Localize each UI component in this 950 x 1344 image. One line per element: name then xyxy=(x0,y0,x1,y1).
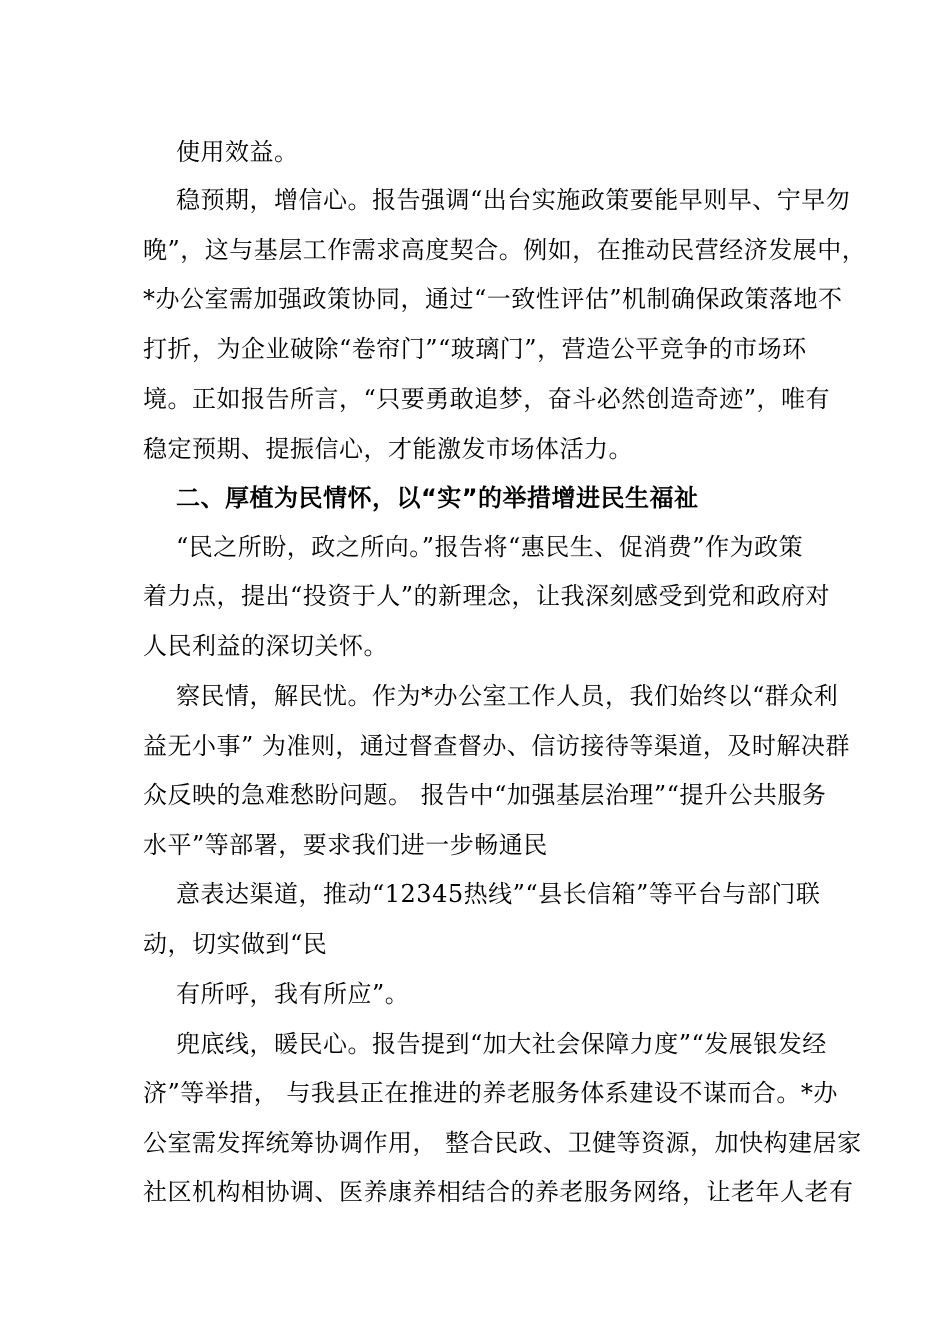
paragraph-line: 打折，为企业破除“卷帘门”“玻璃门”，营造公平竞争的市场环 xyxy=(143,335,807,363)
paragraph-line: 稳预期，增信心。报告强调“出台实施政策要能早则早、宁早勿 xyxy=(176,186,851,214)
paragraph-line: 益无小事” 为准则，通过督查督办、信访接待等渠道，及时解决群 xyxy=(143,732,850,760)
paragraph-line: 济”等举措， 与我县正在推进的养老服务体系建设不谋而合。*办 xyxy=(143,1079,838,1107)
paragraph-line: “民之所盼，政之所向。”报告将“惠民生、促消费”作为政策 xyxy=(176,533,804,561)
paragraph-line: 社区机构相协调、医养康养相结合的养老服务网络，让老年人老有 xyxy=(143,1178,854,1206)
paragraph-line: 有所呼，我有所应”。 xyxy=(176,980,410,1008)
paragraph-line: 稳定预期、提振信心，才能激发市场体活力。 xyxy=(143,435,633,463)
paragraph-line: 水平”等部署，要求我们进一步畅通民 xyxy=(143,831,548,859)
paragraph-line: 众反映的急难愁盼问题。 报告中“加强基层治理”“提升公共服务 xyxy=(143,781,827,809)
paragraph-line: 兜底线，暖民心。报告提到“加大社会保障力度”“发展银发经 xyxy=(176,1030,827,1058)
paragraph-line: *办公室需加强政策协同，通过“一致性评估”机制确保政策落地不 xyxy=(143,285,843,313)
paragraph-line: 人民利益的深切关怀。 xyxy=(143,632,388,660)
paragraph-line: 境。正如报告所言，“只要勇敢追梦，奋斗必然创造奇迹”，唯有 xyxy=(143,385,831,413)
paragraph-line: 察民情，解民忧。作为*办公室工作人员，我们始终以“群众利 xyxy=(176,682,839,710)
paragraph-line: 动，切实做到“民 xyxy=(143,930,328,958)
paragraph-line: 公室需发挥统筹协调作用， 整合民政、卫健等资源，加快构建居家 xyxy=(143,1129,862,1157)
paragraph-line: 着力点，提出“投资于人”的新理念，让我深刻感受到党和政府对 xyxy=(143,582,831,610)
paragraph-line: 使用效益。 xyxy=(176,138,299,166)
paragraph-line: 意表达渠道，推动“12345热线”“县长信箱”等平台与部门联 xyxy=(176,880,821,908)
section-heading: 二、厚植为民情怀，以“实”的举措增进民生福祉 xyxy=(176,484,699,512)
paragraph-line: 晚”，这与基层工作需求高度契合。例如，在推动民营经济发展中， xyxy=(143,236,867,264)
